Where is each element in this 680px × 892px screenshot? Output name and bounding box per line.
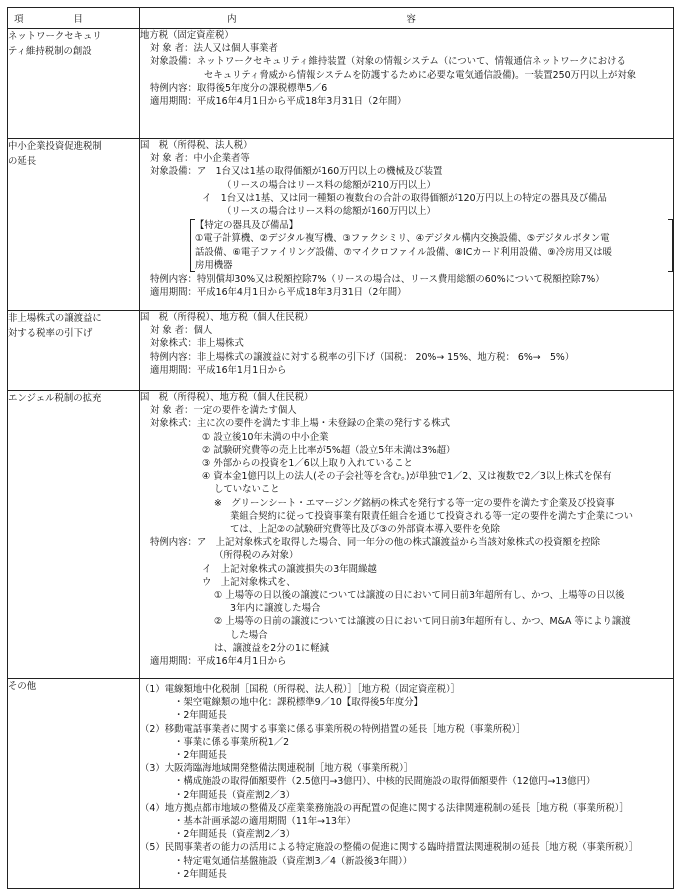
- table-row: [8, 679, 674, 889]
- content-line: （4）地方拠点都市地域の整備及び産業業務施設の再配置の促進に関する法律関連税制の延長［地方税（事業所税）］: [140, 802, 629, 814]
- box-line: ①電子計算機、②デジタル複写機、③ファクシミリ、④デジタル構内交換設備、⑤デジタルボタン電: [195, 233, 610, 245]
- content-line: （リースの場合はリース料の総額が160万円以上）: [222, 206, 436, 218]
- item-line: ネットワークセキュリ: [8, 31, 102, 42]
- content-line: 国 税（所得税）、地方税（個人住民税）: [140, 312, 314, 323]
- row-content-unlisted-shares: [140, 311, 674, 391]
- table-header-row: [8, 8, 674, 29]
- content-line: 特例内容：ア 上記対象株式を取得した場合、同一年分の他の株式譲渡益から当該対象株式の投資額を控除: [150, 537, 601, 549]
- content-line: （リースの場合はリース料の総額が210万円以上）: [222, 179, 436, 191]
- table-row: [8, 311, 674, 391]
- row-item-angel-tax: [8, 391, 140, 679]
- content-line: イ 1台又は1基、又は同一種類の複数台の合計の取得価額が120万円以上の特定の器具及び備品: [202, 192, 607, 204]
- content-line: 特例内容：特別償却30%又は税額控除7%（リースの場合は、リース費用総額の60%について税額控除7%）: [150, 274, 605, 286]
- content-line: 対 象 者：個人: [150, 325, 213, 337]
- row-item-other: [8, 679, 140, 889]
- content-line: 特例内容：取得後5年度分の課税標準5／6: [150, 82, 328, 94]
- row-item-sme-investment: [8, 139, 140, 311]
- content-line: ・基本計画承認の適用期間（11年→13年）: [174, 816, 356, 828]
- table-row: [8, 139, 674, 311]
- box-line: 房用機器: [195, 259, 233, 271]
- content-line: ・2年間延長: [174, 750, 227, 762]
- content-line: ・架空電線類の地中化：課税標準9／10【取得後5年度分】: [174, 697, 423, 709]
- table-row: [8, 29, 674, 139]
- content-line: ・2年間延長（資産割2／3）: [174, 789, 296, 801]
- item-line: ティ維持税制の創設: [8, 46, 92, 58]
- item-line: エンジェル税制の拡充: [8, 393, 102, 404]
- content-line: （1）電線類地中化税制［国税（所得税、法人税）］［地方税（固定資産税）］: [140, 684, 461, 695]
- content-line: 対象株式：主に次の要件を満たす非上場・未登録の企業の発行する株式: [150, 418, 451, 430]
- content-line: ④ 資本金1億円以上の法人(その子会社等を含む。)が単独で1／2、又は複数で2／3以上株式を保有: [202, 471, 612, 483]
- content-line: 国 税（所得税）、地方税（個人住民税）: [140, 392, 314, 403]
- content-line: ② 試験研究費等の売上比率が5%超（設立5年未満は3%超）: [202, 444, 456, 456]
- item-line: 非上場株式の譲渡益に: [8, 313, 102, 324]
- row-item-unlisted-shares: [8, 311, 140, 391]
- content-line: ① 上場等の日以後の譲渡については譲渡の日において同日前3年超所有し、かつ、上場等の日以後: [214, 590, 625, 602]
- content-line: は、譲渡益を2分の1に軽減: [214, 642, 330, 654]
- content-line: イ 上記対象株式の譲渡損失の3年間繰越: [202, 563, 377, 575]
- content-line: 対 象 者：法人又は個人事業者: [150, 43, 278, 55]
- content-line: 適用期間：平成16年4月1日から平成18年3月31日（2年間）: [150, 96, 407, 108]
- content-line: ① 設立後10年未満の中小企業: [202, 431, 329, 443]
- item-line: 対する税率の引下げ: [8, 328, 93, 340]
- tax-measures-table: [7, 7, 674, 889]
- content-line: ウ 上記対象株式を、: [202, 576, 296, 588]
- content-line: ・事業に係る事業所税1／2: [174, 736, 290, 748]
- content-line: セキュリティ脅威から情報システムを防護するために必要な電気通信設備)。一装置250万円以上が対象: [204, 69, 637, 81]
- content-line: 対象設備：ネットワークセキュリティ維持装置（対象の情報システム（について、情報通信ネットワークにおける: [150, 56, 626, 68]
- content-line: ② 上場等の日前の譲渡については譲渡の日において同日前3年超所有し、かつ、M&A 等により譲渡: [214, 616, 631, 628]
- row-content-network-security: [140, 29, 674, 139]
- content-line: 対 象 者：一定の要件を満たす個人: [150, 405, 297, 417]
- content-line: （2）移動電話事業者に関する事業に係る事業所税の特例措置の延長［地方税（事業所税）］: [140, 723, 526, 735]
- content-line: 適用期間：平成16年1月1日から: [150, 364, 287, 376]
- row-item-network-security: [8, 29, 140, 139]
- content-line: 対象株式：非上場株式: [150, 338, 244, 350]
- content-line: した場合: [230, 629, 268, 641]
- content-line: （5）民間事業者の能力の活用による特定施設の整備の促進に関する臨時措置法関連税制の延長［地方税（事業所税）］: [140, 842, 639, 854]
- item-line: 中小企業投資促進税制: [8, 141, 102, 152]
- content-line: ては、上記②の試験研究費等比及び③の外部資本導入要件を免除: [230, 524, 500, 536]
- content-line: ※ グリーンシート・エマージング銘柄の株式を発行する等一定の要件を満たす企業及び投資事: [214, 497, 615, 509]
- item-line: の延長: [8, 156, 37, 168]
- box-line: 【特定の器具及び備品】: [195, 220, 299, 232]
- box-line: 話設備、⑥電子ファイリング設備、⑦マイクロファイル設備、⑧ICカード利用設備、⑨冷房用又は暖: [195, 246, 612, 258]
- content-line: 適用期間：平成16年4月1日から: [150, 656, 287, 668]
- specified-equipment-box: [190, 219, 673, 272]
- content-line: 国 税（所得税、法人税）: [140, 140, 253, 151]
- content-line: 地方税（固定資産税）: [140, 30, 234, 41]
- content-line: 対 象 者：中小企業者等: [150, 153, 250, 165]
- row-content-angel-tax: [140, 391, 674, 679]
- content-line: していないこと: [214, 484, 280, 496]
- content-line: 対象設備：ア 1台又は1基の取得価額が160万円以上の機械及び装置: [150, 166, 443, 178]
- header-content: 内容: [140, 8, 674, 29]
- content-line: ・特定電気通信基盤施設（資産割3／4（新設後3年間））: [174, 855, 413, 867]
- content-line: ・2年間延長: [174, 710, 227, 722]
- table-row: [8, 391, 674, 679]
- content-line: ・構成施設の取得価額要件（2.5億円→3億円）、中核的民間施設の取得価額要件（12億円→13億円）: [174, 776, 596, 788]
- header-item: 項目: [8, 8, 140, 29]
- content-line: 特例内容：非上場株式の譲渡益に対する税率の引下げ（国税： 20%→ 15%、地方税： 6%→ 5%）: [150, 351, 575, 363]
- content-line: 3年内に譲渡した場合: [230, 603, 321, 615]
- content-line: 業組合契約に従って投資事業有限責任組合を通じて投資される等一定の要件を満たす企業につい: [230, 510, 633, 522]
- content-line: ③ 外部からの投資を1／6以上取り入れていること: [202, 458, 413, 470]
- content-line: ・2年間延長: [174, 868, 227, 880]
- content-line: 適用期間：平成16年4月1日から平成18年3月31日（2年間）: [150, 287, 407, 299]
- row-content-other: [140, 679, 674, 889]
- content-line: ・2年間延長（資産割2／3）: [174, 829, 296, 841]
- item-line: その他: [8, 681, 37, 692]
- content-line: （3）大阪湾臨海地域開発整備法関連税制［地方税（事業所税）］: [140, 763, 414, 775]
- row-content-sme-investment: [140, 139, 674, 311]
- content-line: （所得税のみ対象）: [214, 550, 299, 562]
